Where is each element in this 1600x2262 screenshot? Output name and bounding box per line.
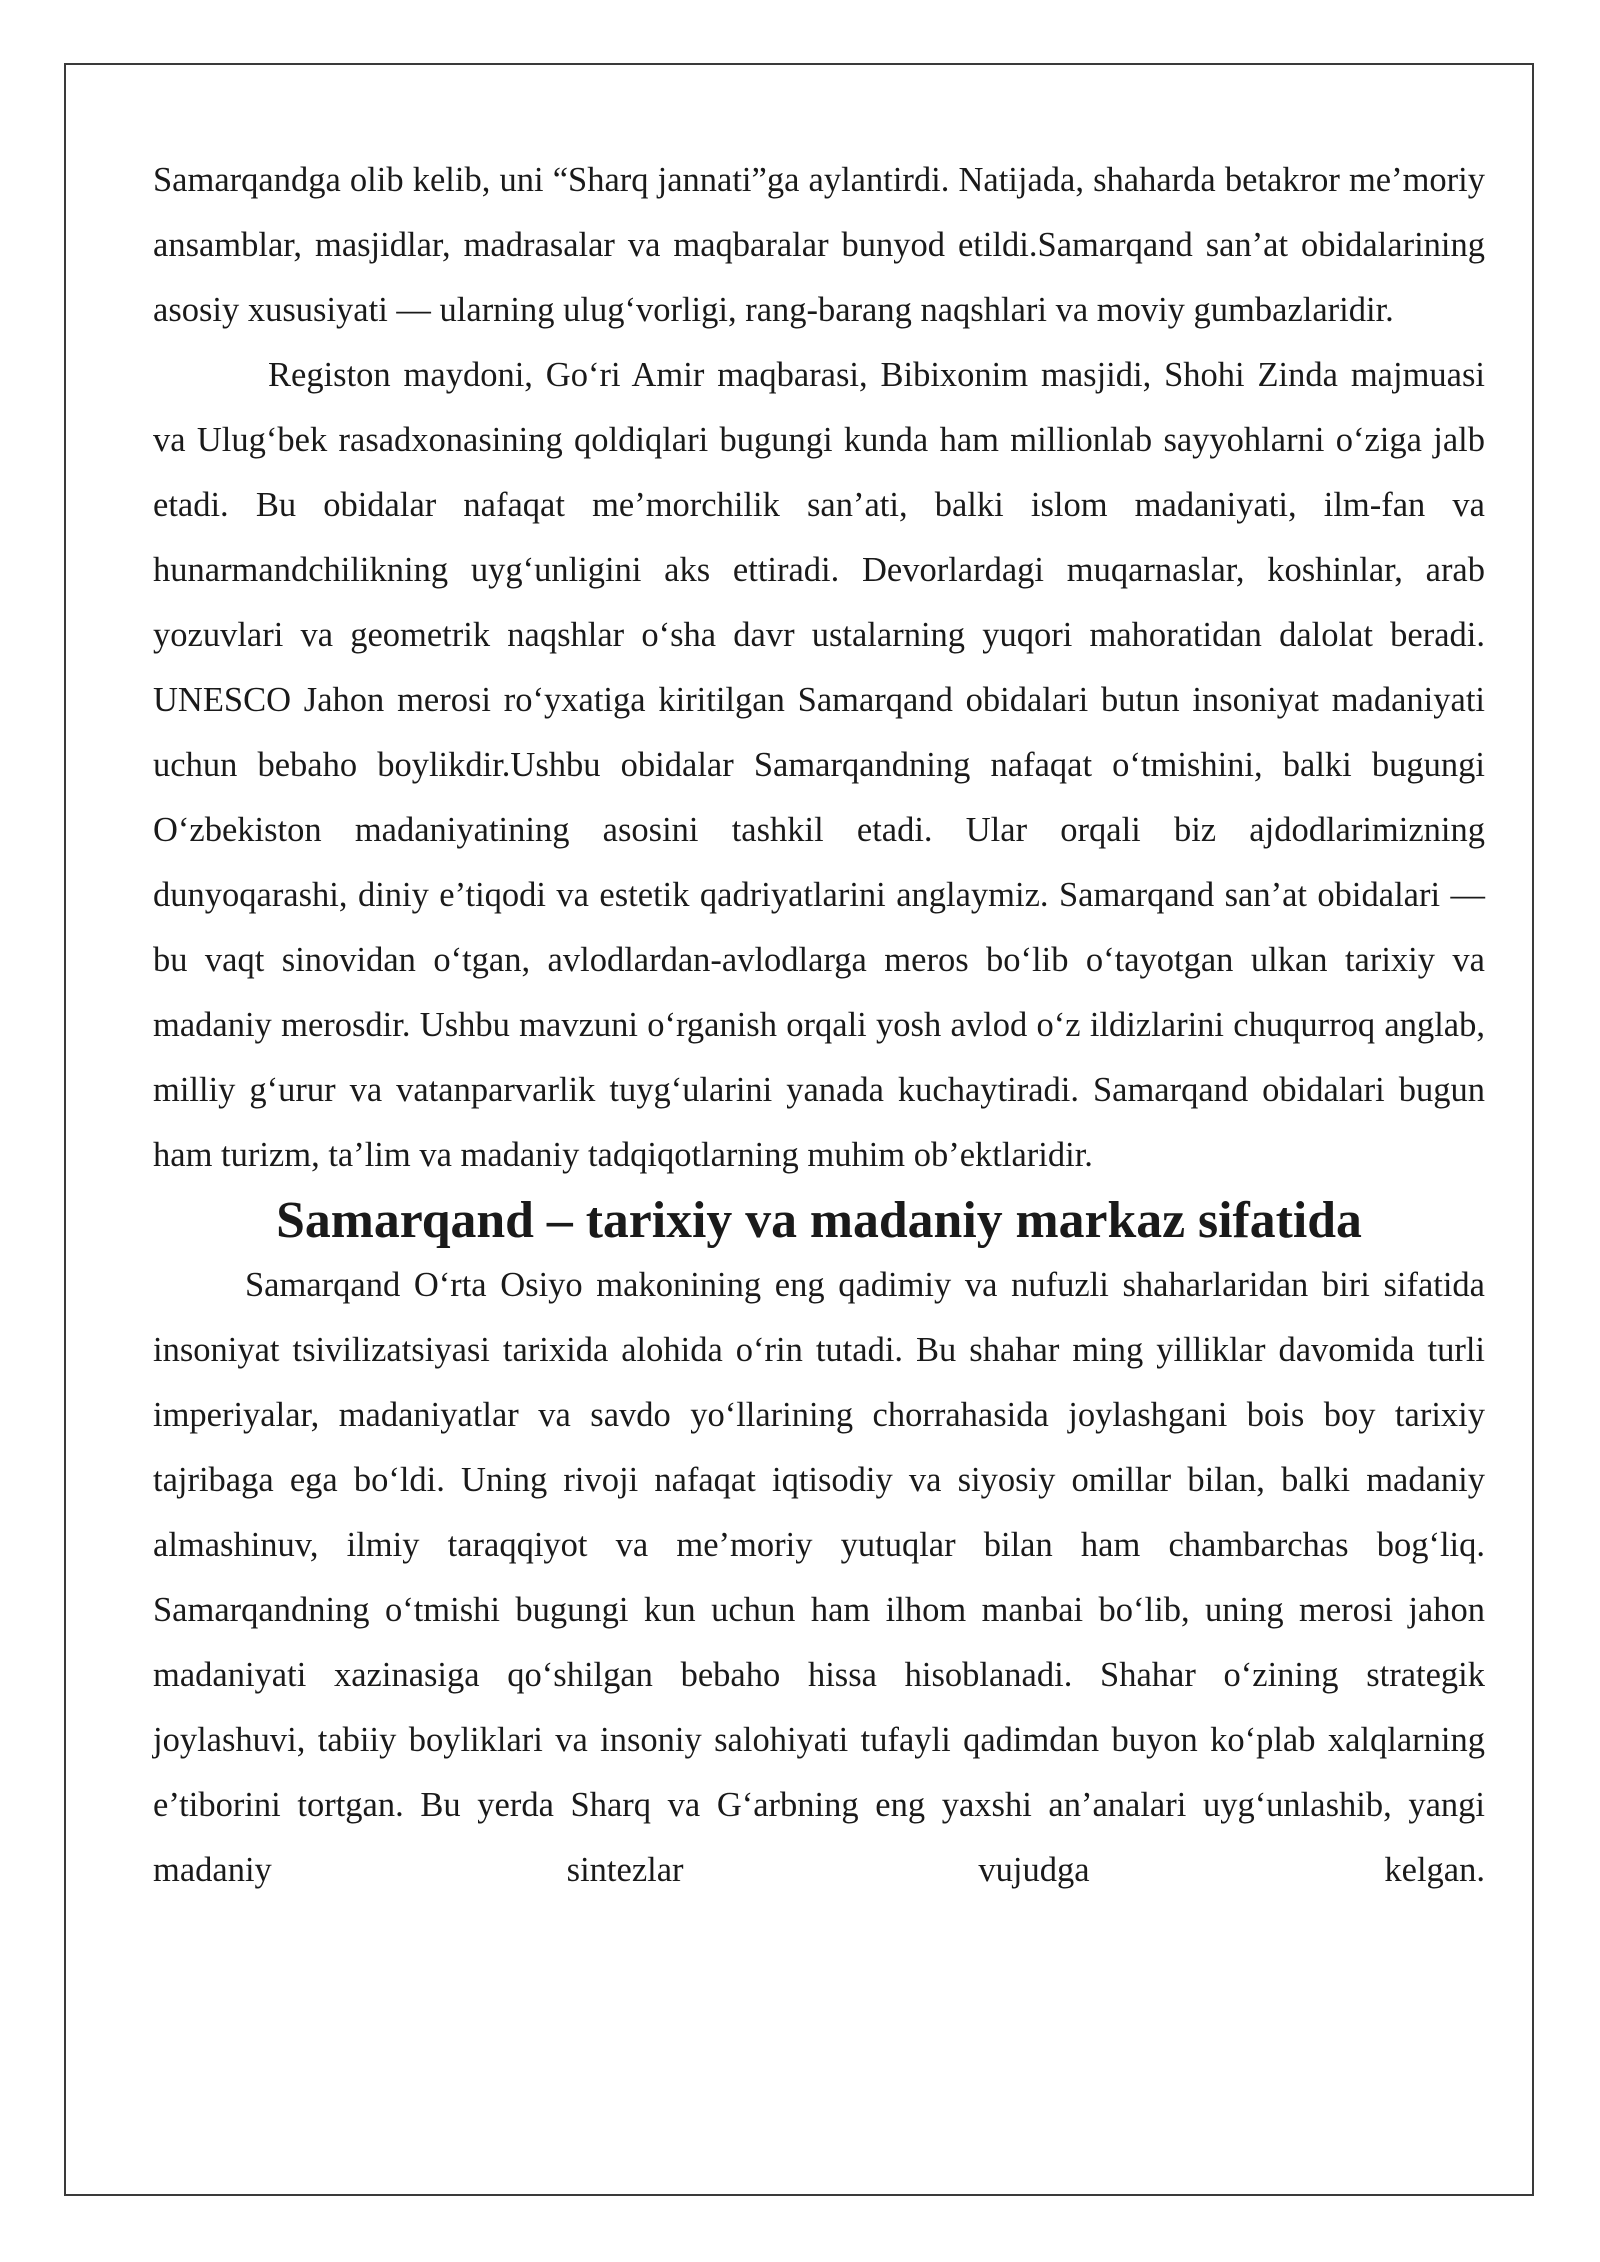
paragraph-intro: Samarqandga olib kelib, uni “Sharq jannati”ga aylantirdi. Natijada, shaharda betakror me’moriy ansamblar, masjidlar, madrasalar va maqbaralar bunyod etildi.Samarqand san’at obidalarining asosiy xususiyati — ularning ulug‘vorligi, rang-barang naqshlari va moviy gumbazlaridir.	[153, 161, 1485, 329]
section-heading: Samarqand – tarixiy va madaniy markaz sifatida	[276, 1192, 1362, 1249]
paragraph-monuments: Registon maydoni, Go‘ri Amir maqbarasi, Bibixonim masjidi, Shohi Zinda majmuasi va Ulug‘bek rasadxonasining qoldiqlari bugungi kunda ham millionlab sayyohlarni o‘ziga jalb etadi. Bu obidalar nafaqat me’morchilik san’ati, balki islom madaniyati, ilm-fan va hunarmandchilikning uyg‘unligini aks ettiradi. Devorlardagi muqarnaslar, koshinlar, arab yozuvlari va geometrik naqshlar o‘sha davr ustalarning yuqori mahoratidan dalolat beradi. UNESCO Jahon merosi ro‘yxatiga kiritilgan Samarqand obidalari butun insoniyat madaniyati uchun bebaho boylikdir.Ushbu obidalar Samarqandning nafaqat o‘tmishini, balki bugungi O‘zbekiston madaniyatining asosini tashkil etadi. Ular orqali biz ajdodlarimizning dunyoqarashi, diniy e’tiqodi va estetik qadriyatlarini anglaymiz. Samarqand san’at obidalari — bu vaqt sinovidan o‘tgan, avlodlardan-avlodlarga meros bo‘lib o‘tayotgan ulkan tarixiy va madaniy merosdir. Ushbu mavzuni o‘rganish orqali yosh avlod o‘z ildizlarini chuqurroq anglab, milliy g‘urur va vatanparvarlik tuyg‘ularini yanada kuchaytiradi. Samarqand obidalari bugun ham turizm, ta’lim va madaniy tadqiqotlarning muhim ob’ektlaridir.	[153, 356, 1485, 1174]
document-body	[153, 148, 1485, 1903]
paragraph-history: Samarqand O‘rta Osiyo makonining eng qadimiy va nufuzli shaharlaridan biri sifatida insoniyat tsivilizatsiyasi tarixida alohida o‘rin tutadi. Bu shahar ming yilliklar davomida turli imperiyalar, madaniyatlar va savdo yo‘llarining chorrahasida joylashgani bois boy tarixiy tajribaga ega bo‘ldi. Uning rivoji nafaqat iqtisodiy va siyosiy omillar bilan, balki madaniy almashinuv, ilmiy taraqqiyot va me’moriy yutuqlar bilan ham chambarchas bog‘liq. Samarqandning o‘tmishi bugungi kun uchun ham ilhom manbai bo‘lib, uning merosi jahon madaniyati xazinasiga qo‘shilgan bebaho hissa hisoblanadi. Shahar o‘zining strategik joylashuvi, tabiiy boyliklari va insoniy salohiyati tufayli qadimdan buyon ko‘plab xalqlarning e’tiborini tortgan. Bu yerda Sharq va G‘arbning eng yaxshi an’analari uyg‘unlashib, yangi madaniy sintezlar vujudga kelgan.	[153, 1266, 1485, 1889]
